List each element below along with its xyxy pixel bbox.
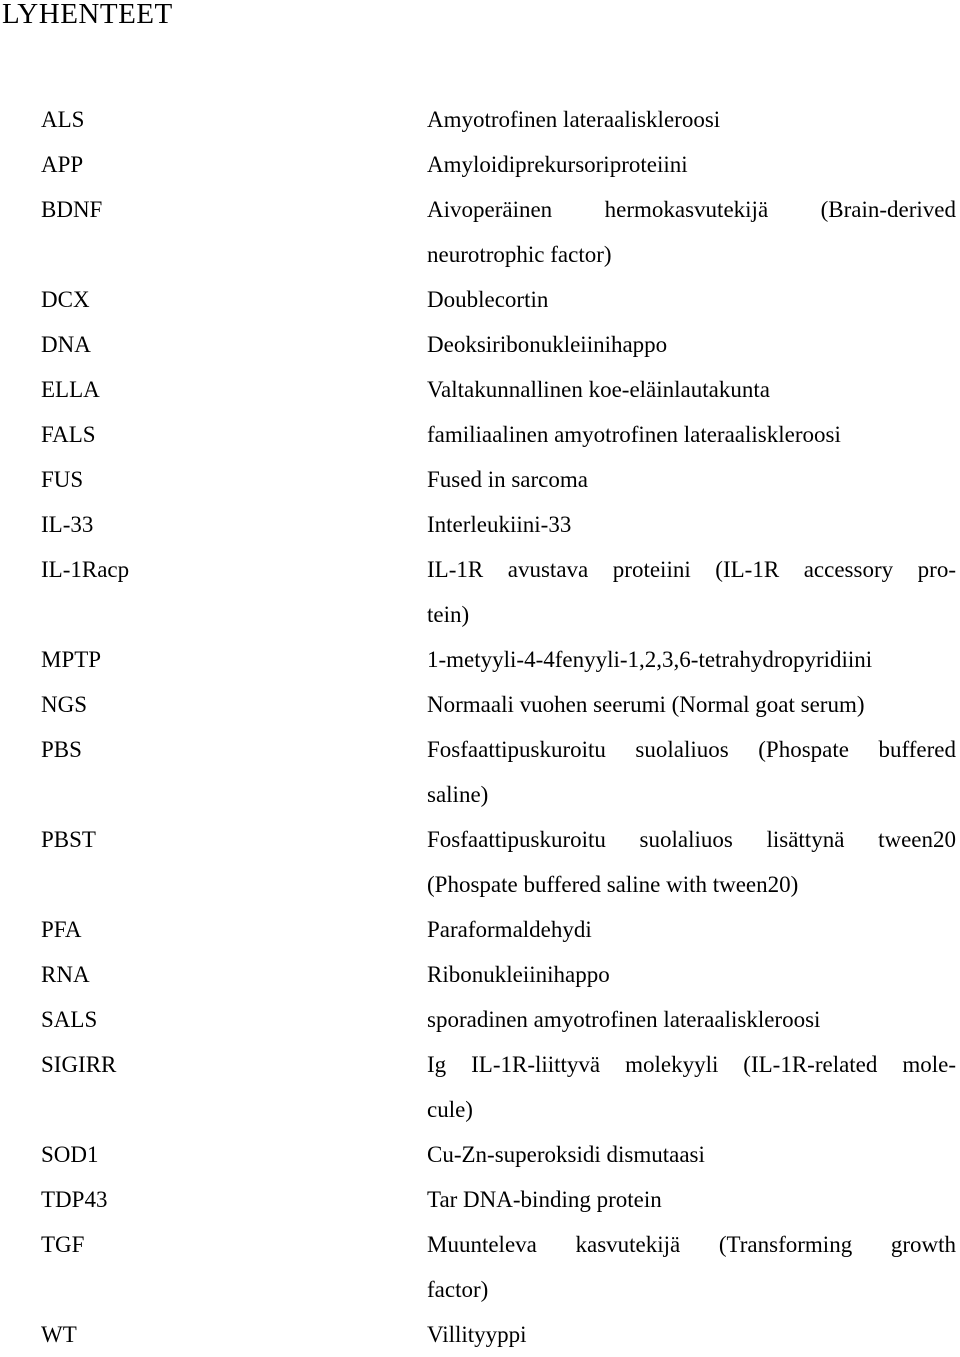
definition-line: IL-1R avustava proteiini (IL-1R accessory pro-	[427, 557, 956, 582]
abbreviation-term: DCX	[41, 287, 90, 312]
abbreviation-term: MPTP	[41, 647, 102, 672]
definition-line: Amyloidiprekursoriproteiini	[427, 152, 688, 177]
definition-line: sporadinen amyotrofinen lateraaliskleroosi	[427, 1007, 821, 1032]
abbreviation-definition	[427, 682, 956, 727]
abbreviation-term: PBST	[41, 827, 96, 852]
definition-line: Villityyppi	[427, 1322, 527, 1347]
abbreviation-row	[0, 412, 960, 457]
definition-line: tein)	[427, 602, 470, 627]
abbreviation-term: TDP43	[41, 1187, 108, 1212]
abbreviation-definition	[427, 322, 956, 367]
abbreviation-term: IL-33	[41, 512, 94, 537]
abbreviation-term: NGS	[41, 692, 88, 717]
definition-line: 1-metyyli-4-4fenyyli-1,2,3,6-tetrahydropyridiini	[427, 647, 873, 672]
definition-line: familiaalinen amyotrofinen lateraaliskleroosi	[427, 422, 841, 447]
abbreviation-definition	[427, 997, 956, 1042]
abbreviation-definition	[427, 727, 956, 817]
abbreviation-definition	[427, 277, 956, 322]
abbreviation-term: PBS	[41, 737, 82, 762]
abbreviation-definition	[427, 367, 956, 412]
abbreviation-row	[0, 97, 960, 142]
definition-line: Valtakunnallinen koe-eläinlautakunta	[427, 377, 770, 402]
abbreviation-definition	[427, 1132, 956, 1177]
abbreviation-term: FALS	[41, 422, 96, 447]
abbreviation-row	[0, 367, 960, 412]
definition-line: Deoksiribonukleiinihappo	[427, 332, 668, 357]
abbreviation-row	[0, 187, 960, 277]
abbreviation-row	[0, 1312, 960, 1357]
abbreviation-row	[0, 727, 960, 817]
definition-line: factor)	[427, 1277, 489, 1302]
abbreviation-row	[0, 457, 960, 502]
abbreviation-row	[0, 682, 960, 727]
page-title: LYHENTEET	[2, 0, 173, 30]
abbreviation-row	[0, 502, 960, 547]
abbreviation-term: BDNF	[41, 197, 103, 222]
definition-line: Normaali vuohen seerumi (Normal goat serum)	[427, 692, 865, 717]
definition-line: Fused in sarcoma	[427, 467, 588, 492]
abbreviation-row	[0, 1177, 960, 1222]
definition-line: Muunteleva kasvutekijä (Transforming growth	[427, 1232, 956, 1257]
definition-line: Tar DNA-binding protein	[427, 1187, 662, 1212]
abbreviation-definition	[427, 1042, 956, 1132]
abbreviation-term: IL-1Racp	[41, 557, 130, 582]
abbreviation-row	[0, 637, 960, 682]
definition-line: Fosfaattipuskuroitu suolaliuos lisättynä tween20	[427, 827, 956, 852]
abbreviation-term: ALS	[41, 107, 85, 132]
definition-line: Paraformaldehydi	[427, 917, 592, 942]
definition-line: Fosfaattipuskuroitu suolaliuos (Phospate buffered	[427, 737, 956, 762]
abbreviation-term: SIGIRR	[41, 1052, 117, 1077]
definition-line: saline)	[427, 782, 489, 807]
abbreviation-term: RNA	[41, 962, 90, 987]
abbreviation-row	[0, 547, 960, 637]
abbreviation-definition	[427, 1222, 956, 1312]
abbreviation-term: DNA	[41, 332, 91, 357]
abbreviation-term: APP	[41, 152, 84, 177]
abbreviation-row	[0, 1132, 960, 1177]
definition-line: neurotrophic factor)	[427, 242, 612, 267]
abbreviation-row	[0, 952, 960, 997]
abbreviation-definition	[427, 502, 956, 547]
abbreviation-definition	[427, 457, 956, 502]
abbreviation-term: PFA	[41, 917, 82, 942]
abbreviation-definition	[427, 412, 956, 457]
abbreviation-row	[0, 1042, 960, 1132]
abbreviation-term: SALS	[41, 1007, 98, 1032]
definition-line: Amyotrofinen lateraaliskleroosi	[427, 107, 721, 132]
abbreviation-row	[0, 322, 960, 367]
definition-line: Aivoperäinen hermokasvutekijä (Brain-derived	[427, 197, 956, 222]
definition-line: cule)	[427, 1097, 473, 1122]
abbreviation-definition	[427, 817, 956, 907]
abbreviation-term: TGF	[41, 1232, 85, 1257]
abbreviation-term: FUS	[41, 467, 84, 492]
abbreviation-definition	[427, 637, 956, 682]
abbreviation-row	[0, 907, 960, 952]
abbreviation-row	[0, 277, 960, 322]
definition-line: Cu-Zn-superoksidi dismutaasi	[427, 1142, 705, 1167]
abbreviation-definition	[427, 1312, 956, 1357]
abbreviation-definition	[427, 142, 956, 187]
abbreviation-row	[0, 142, 960, 187]
abbreviation-term: ELLA	[41, 377, 100, 402]
definition-line: Doublecortin	[427, 287, 549, 312]
abbreviation-term: WT	[41, 1322, 77, 1347]
definition-line: Interleukiini-33	[427, 512, 572, 537]
abbreviation-list	[0, 97, 960, 1357]
abbreviation-row	[0, 1222, 960, 1312]
abbreviation-definition	[427, 952, 956, 997]
abbreviation-definition	[427, 187, 956, 277]
abbreviation-definition	[427, 547, 956, 637]
definition-line: Ig IL-1R-liittyvä molekyyli (IL-1R-related mole-	[427, 1052, 956, 1077]
abbreviation-definition	[427, 97, 956, 142]
abbreviation-row	[0, 997, 960, 1042]
abbreviation-term: SOD1	[41, 1142, 99, 1167]
definition-line: (Phospate buffered saline with tween20)	[427, 872, 799, 897]
abbreviation-definition	[427, 907, 956, 952]
abbreviation-definition	[427, 1177, 956, 1222]
definition-line: Ribonukleiinihappo	[427, 962, 610, 987]
abbreviation-row	[0, 817, 960, 907]
